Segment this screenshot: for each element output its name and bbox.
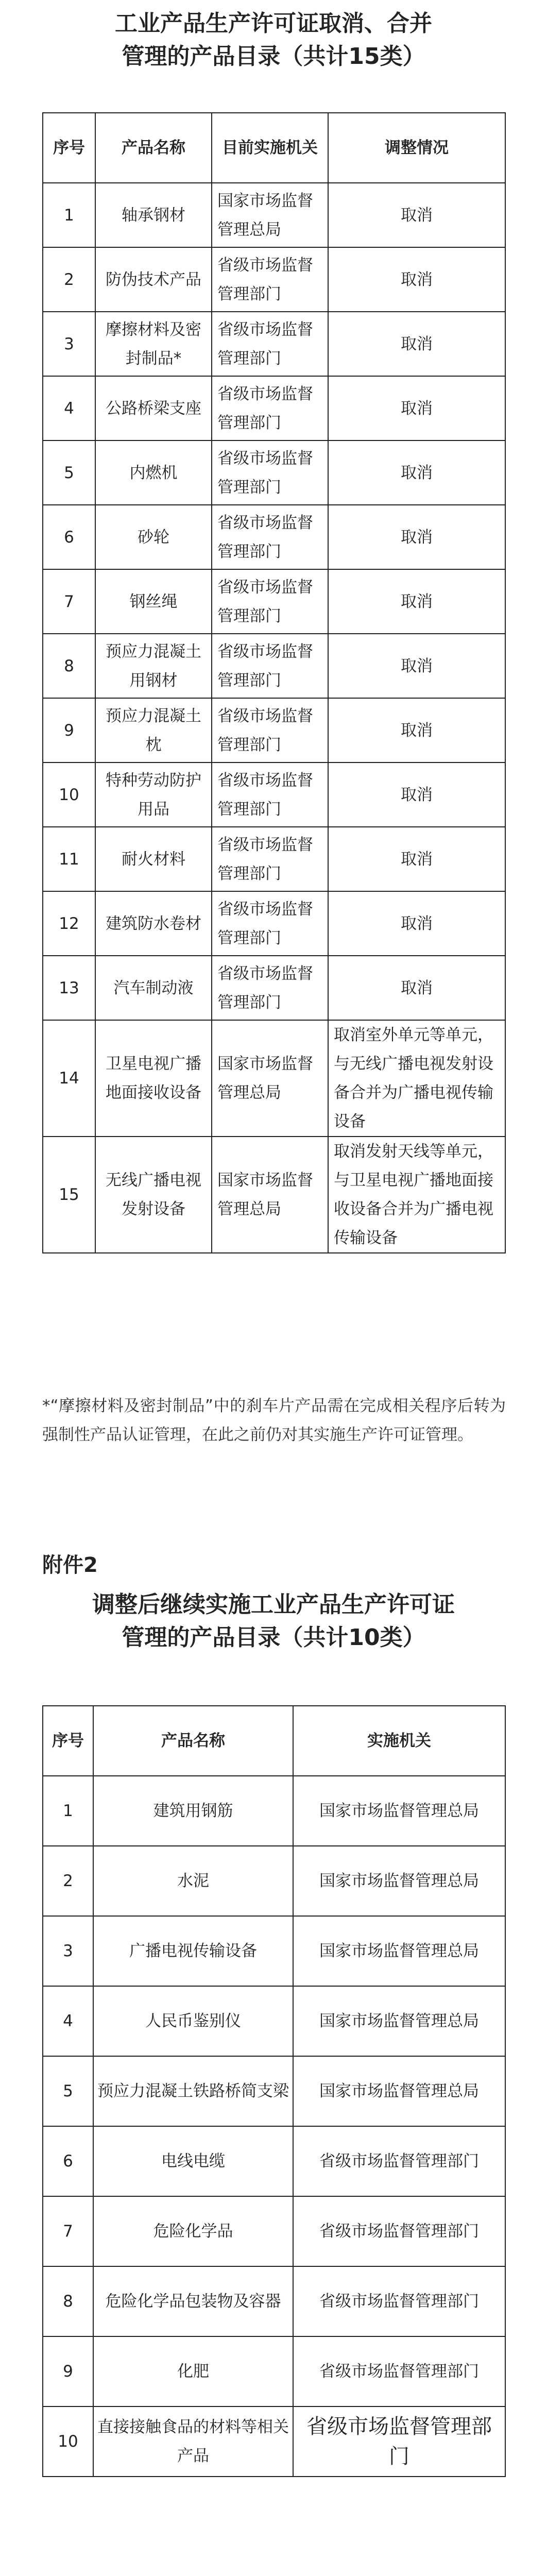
adjustment-status: 取消发射天线等单元，与卫星电视广播地面接收设备合并为广播电视传输设备: [328, 1137, 505, 1253]
adjustment-status: 取消: [328, 505, 505, 569]
product-name: 无线广播电视发射设备: [95, 1137, 212, 1253]
adjustment-status: 取消室外单元等单元，与无线广播电视发射设备合并为广播电视传输设备: [328, 1020, 505, 1137]
table-row: [43, 891, 505, 956]
product-name: 建筑用钢筋: [93, 1776, 293, 1846]
table2-title-line1: 调整后继续实施工业产品生产许可证: [92, 1591, 455, 1618]
product-name: 广播电视传输设备: [93, 1916, 293, 1986]
row-number: 5: [43, 440, 95, 505]
table-row: [43, 2406, 505, 2477]
agency: 省级市场监督管理部门: [212, 762, 328, 827]
continued-products-table: [42, 1705, 506, 2477]
product-name: 危险化学品: [93, 2196, 293, 2266]
adjustment-status: 取消: [328, 634, 505, 698]
product-name: 防伪技术产品: [95, 247, 212, 312]
table-row: [43, 698, 505, 762]
agency: 国家市场监督管理总局: [293, 1916, 505, 1986]
agency: 省级市场监督管理部门: [212, 247, 328, 312]
agency: 国家市场监督管理总局: [212, 1137, 328, 1253]
adjustment-status: 取消: [328, 569, 505, 634]
col-header-agency: 实施机关: [293, 1706, 505, 1776]
row-number: 10: [43, 762, 95, 827]
adjustment-status: 取消: [328, 440, 505, 505]
product-name: 砂轮: [95, 505, 212, 569]
product-name: 预应力混凝土铁路桥简支梁: [93, 2056, 293, 2126]
table1-body: [43, 183, 505, 1253]
agency: 省级市场监督管理部门: [212, 891, 328, 956]
row-number: 8: [43, 2266, 93, 2336]
agency: 省级市场监督管理部门: [293, 2266, 505, 2336]
product-name: 摩擦材料及密封制品*: [95, 312, 212, 376]
table1-title-line2: 管理的产品目录（共计15类）: [122, 43, 425, 70]
agency: 省级市场监督管理部门: [212, 505, 328, 569]
table1-title-line1: 工业产品生产许可证取消、合并: [115, 10, 432, 37]
adjustment-status: 取消: [328, 827, 505, 891]
col-header-no: 序号: [43, 1706, 93, 1776]
table-row: [43, 1020, 505, 1137]
adjustment-status: 取消: [328, 247, 505, 312]
col-header-product: 产品名称: [93, 1706, 293, 1776]
table-row: [43, 2266, 505, 2336]
agency: 省级市场监督管理部门: [293, 2196, 505, 2266]
row-number: 9: [43, 698, 95, 762]
agency: 国家市场监督管理总局: [212, 1020, 328, 1137]
table1-title: [0, 7, 547, 73]
agency: 省级市场监督管理部门: [212, 312, 328, 376]
adjustment-status: 取消: [328, 183, 505, 247]
table-row: [43, 956, 505, 1020]
row-number: 2: [43, 247, 95, 312]
adjustment-status: 取消: [328, 956, 505, 1020]
row-number: 1: [43, 183, 95, 247]
row-number: 11: [43, 827, 95, 891]
agency: 国家市场监督管理总局: [293, 1986, 505, 2056]
table-row: [43, 827, 505, 891]
row-number: 8: [43, 634, 95, 698]
agency: 国家市场监督管理总局: [212, 183, 328, 247]
adjustment-status: 取消: [328, 762, 505, 827]
table-row: [43, 569, 505, 634]
row-number: 5: [43, 2056, 93, 2126]
row-number: 12: [43, 891, 95, 956]
col-header-product: 产品名称: [95, 113, 212, 183]
row-number: 2: [43, 1846, 93, 1916]
product-name: 预应力混凝土用钢材: [95, 634, 212, 698]
adjustment-status: 取消: [328, 698, 505, 762]
table-row: [43, 247, 505, 312]
product-name: 电线电缆: [93, 2126, 293, 2196]
row-number: 6: [43, 505, 95, 569]
table-row: [43, 2126, 505, 2196]
agency: 省级市场监督管理部门: [212, 376, 328, 440]
table-row: [43, 2196, 505, 2266]
product-name: 公路桥梁支座: [95, 376, 212, 440]
row-number: 6: [43, 2126, 93, 2196]
table-row: [43, 1846, 505, 1916]
table-row: [43, 2336, 505, 2406]
product-name: 危险化学品包装物及容器: [93, 2266, 293, 2336]
agency: 省级市场监督管理部门: [212, 827, 328, 891]
table2-title-line2: 管理的产品目录（共计10类）: [122, 1624, 425, 1651]
adjustment-status: 取消: [328, 376, 505, 440]
row-number: 9: [43, 2336, 93, 2406]
attachment-label: 附件2: [42, 1553, 98, 1577]
product-name: 汽车制动液: [95, 956, 212, 1020]
agency: 省级市场监督管理部门: [293, 2126, 505, 2196]
row-number: 4: [43, 1986, 93, 2056]
row-number: 13: [43, 956, 95, 1020]
agency: 省级市场监督管理部门: [212, 698, 328, 762]
table2-body: [43, 1776, 505, 2477]
product-name: 化肥: [93, 2336, 293, 2406]
table2-title: [0, 1588, 547, 1654]
table2-header-row: [43, 1706, 505, 1776]
product-name: 钢丝绳: [95, 569, 212, 634]
table-row: [43, 440, 505, 505]
col-header-adjustment: 调整情况: [328, 113, 505, 183]
product-name: 水泥: [93, 1846, 293, 1916]
agency: 省级市场监督管理部门: [212, 956, 328, 1020]
table-row: [43, 2056, 505, 2126]
agency: 国家市场监督管理总局: [293, 1776, 505, 1846]
agency: 省级市场监督管理部门: [293, 2336, 505, 2406]
agency: 省级市场监督管理部门: [212, 634, 328, 698]
product-name: 人民币鉴别仪: [93, 1986, 293, 2056]
adjustment-status: 取消: [328, 891, 505, 956]
product-name: 内燃机: [95, 440, 212, 505]
row-number: 3: [43, 312, 95, 376]
col-header-agency: 目前实施机关: [212, 113, 328, 183]
cancelled-products-table: [42, 112, 506, 1253]
table-row: [43, 1776, 505, 1846]
table-row: [43, 634, 505, 698]
table-row: [43, 312, 505, 376]
row-number: 1: [43, 1776, 93, 1846]
col-header-no: 序号: [43, 113, 95, 183]
product-name: 直接接触食品的材料等相关产品: [93, 2406, 293, 2477]
table-row: [43, 762, 505, 827]
product-name: 轴承钢材: [95, 183, 212, 247]
product-name: 预应力混凝土枕: [95, 698, 212, 762]
table-row: [43, 1137, 505, 1253]
product-name: 特种劳动防护用品: [95, 762, 212, 827]
table-row: [43, 376, 505, 440]
agency: 省级市场监督管理部门: [212, 569, 328, 634]
row-number: 4: [43, 376, 95, 440]
adjustment-status: 取消: [328, 312, 505, 376]
agency: 国家市场监督管理总局: [293, 2056, 505, 2126]
row-number: 15: [43, 1137, 95, 1253]
table-row: [43, 505, 505, 569]
row-number: 3: [43, 1916, 93, 1986]
footnote: *“摩擦材料及密封制品”中的刹车片产品需在完成相关程序后转为强制性产品认证管理，在此之前仍对其实施生产许可证管理。: [42, 1397, 506, 1444]
agency: 省级市场监督管理部门: [212, 440, 328, 505]
row-number: 10: [43, 2406, 93, 2477]
agency: 省级市场监督管理部门: [293, 2406, 505, 2477]
table1-header-row: [43, 113, 505, 183]
table-row: [43, 1986, 505, 2056]
table-row: [43, 183, 505, 247]
row-number: 7: [43, 569, 95, 634]
row-number: 14: [43, 1020, 95, 1137]
product-name: 耐火材料: [95, 827, 212, 891]
agency: 国家市场监督管理总局: [293, 1846, 505, 1916]
table-row: [43, 1916, 505, 1986]
product-name: 建筑防水卷材: [95, 891, 212, 956]
row-number: 7: [43, 2196, 93, 2266]
product-name: 卫星电视广播地面接收设备: [95, 1020, 212, 1137]
